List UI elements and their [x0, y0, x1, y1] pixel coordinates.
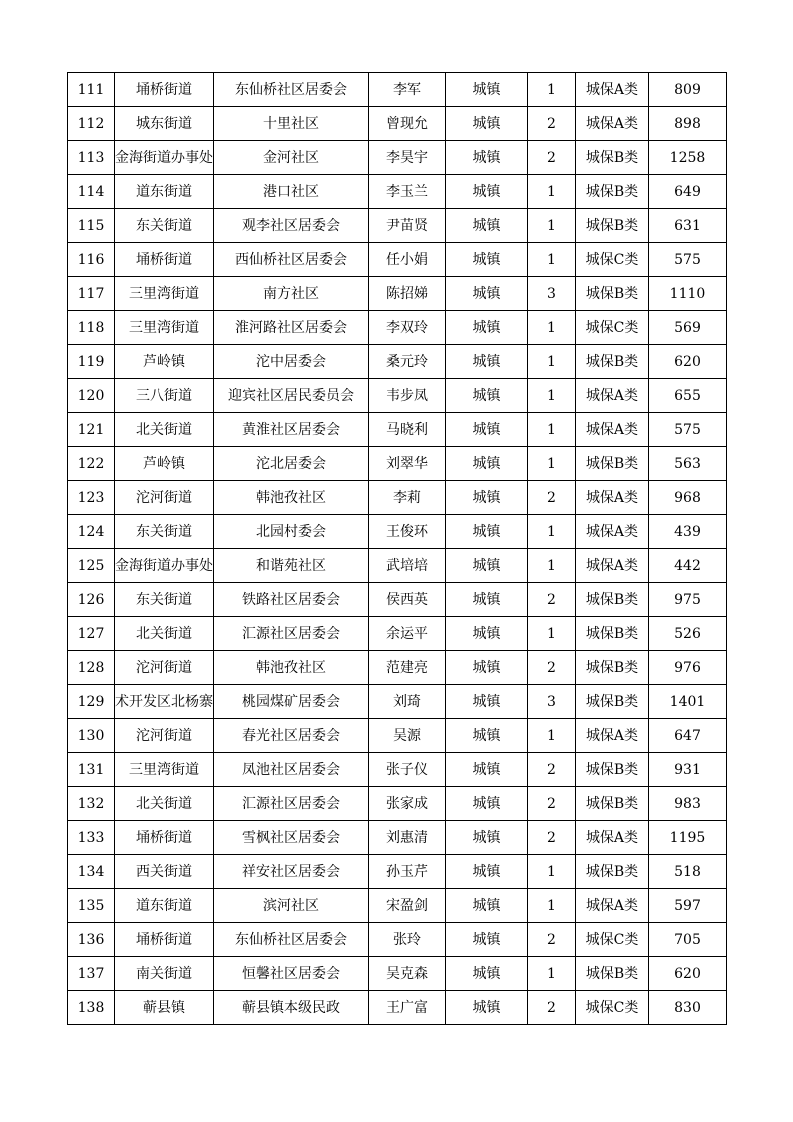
community-cell: 韩池孜社区 — [214, 651, 369, 685]
member-count-cell: 1 — [528, 175, 576, 209]
community-cell: 沱北居委会 — [214, 447, 369, 481]
member-count-cell: 3 — [528, 685, 576, 719]
table-row — [68, 991, 727, 1025]
community-cell: 黄淮社区居委会 — [214, 413, 369, 447]
community-cell: 春光社区居委会 — [214, 719, 369, 753]
row-number-cell: 111 — [68, 73, 115, 107]
household-type-cell: 城镇 — [446, 821, 528, 855]
table-row — [68, 447, 727, 481]
community-cell: 滨河社区 — [214, 889, 369, 923]
amount-cell: 563 — [649, 447, 727, 481]
table-row — [68, 311, 727, 345]
amount-cell: 1258 — [649, 141, 727, 175]
household-type-cell: 城镇 — [446, 787, 528, 821]
person-name-cell: 侯西英 — [369, 583, 446, 617]
table-row — [68, 889, 727, 923]
street-cell: 三里湾街道 — [115, 753, 214, 787]
member-count-cell: 1 — [528, 549, 576, 583]
category-cell: 城保A类 — [576, 413, 649, 447]
member-count-cell: 2 — [528, 481, 576, 515]
community-cell: 南方社区 — [214, 277, 369, 311]
street-cell: 道东街道 — [115, 889, 214, 923]
amount-cell: 647 — [649, 719, 727, 753]
row-number-cell: 128 — [68, 651, 115, 685]
household-type-cell: 城镇 — [446, 175, 528, 209]
street-cell: 埇桥街道 — [115, 821, 214, 855]
community-cell: 祥安社区居委会 — [214, 855, 369, 889]
row-number-cell: 138 — [68, 991, 115, 1025]
street-cell: 蕲县镇 — [115, 991, 214, 1025]
person-name-cell: 尹苗贤 — [369, 209, 446, 243]
row-number-cell: 119 — [68, 345, 115, 379]
category-cell: 城保B类 — [576, 957, 649, 991]
row-number-cell: 118 — [68, 311, 115, 345]
table-row — [68, 481, 727, 515]
person-name-cell: 李双玲 — [369, 311, 446, 345]
amount-cell: 569 — [649, 311, 727, 345]
table-row — [68, 923, 727, 957]
row-number-cell: 132 — [68, 787, 115, 821]
street-cell: 东关街道 — [115, 515, 214, 549]
person-name-cell: 任小娟 — [369, 243, 446, 277]
category-cell: 城保B类 — [576, 685, 649, 719]
person-name-cell: 马晓利 — [369, 413, 446, 447]
member-count-cell: 2 — [528, 787, 576, 821]
member-count-cell: 2 — [528, 923, 576, 957]
amount-cell: 631 — [649, 209, 727, 243]
community-cell: 港口社区 — [214, 175, 369, 209]
category-cell: 城保B类 — [576, 209, 649, 243]
street-cell: 芦岭镇 — [115, 447, 214, 481]
row-number-cell: 129 — [68, 685, 115, 719]
row-number-cell: 123 — [68, 481, 115, 515]
member-count-cell: 2 — [528, 753, 576, 787]
category-cell: 城保B类 — [576, 345, 649, 379]
person-name-cell: 余运平 — [369, 617, 446, 651]
household-type-cell: 城镇 — [446, 583, 528, 617]
community-cell: 金河社区 — [214, 141, 369, 175]
member-count-cell: 1 — [528, 617, 576, 651]
table-row — [68, 209, 727, 243]
member-count-cell: 1 — [528, 379, 576, 413]
table-row — [68, 515, 727, 549]
category-cell: 城保A类 — [576, 719, 649, 753]
community-cell: 迎宾社区居民委员会 — [214, 379, 369, 413]
row-number-cell: 136 — [68, 923, 115, 957]
amount-cell: 526 — [649, 617, 727, 651]
community-cell: 淮河路社区居委会 — [214, 311, 369, 345]
street-cell: 道东街道 — [115, 175, 214, 209]
table-row — [68, 583, 727, 617]
street-cell: 埇桥街道 — [115, 73, 214, 107]
household-type-cell: 城镇 — [446, 719, 528, 753]
row-number-cell: 121 — [68, 413, 115, 447]
person-name-cell: 王广富 — [369, 991, 446, 1025]
amount-cell: 518 — [649, 855, 727, 889]
table-row — [68, 345, 727, 379]
table-row — [68, 651, 727, 685]
category-cell: 城保B类 — [576, 787, 649, 821]
street-cell: 沱河街道 — [115, 481, 214, 515]
amount-cell: 898 — [649, 107, 727, 141]
category-cell: 城保A类 — [576, 481, 649, 515]
community-cell: 和谐苑社区 — [214, 549, 369, 583]
street-cell: 埇桥街道 — [115, 243, 214, 277]
street-cell: 金海街道办事处 — [115, 141, 214, 175]
category-cell: 城保A类 — [576, 379, 649, 413]
row-number-cell: 133 — [68, 821, 115, 855]
household-type-cell: 城镇 — [446, 107, 528, 141]
community-cell: 凤池社区居委会 — [214, 753, 369, 787]
table-row — [68, 73, 727, 107]
member-count-cell: 1 — [528, 311, 576, 345]
row-number-cell: 122 — [68, 447, 115, 481]
person-name-cell: 刘惠清 — [369, 821, 446, 855]
category-cell: 城保B类 — [576, 277, 649, 311]
table-row — [68, 957, 727, 991]
amount-cell: 1110 — [649, 277, 727, 311]
street-cell: 术开发区北杨寨 — [115, 685, 214, 719]
amount-cell: 620 — [649, 345, 727, 379]
household-type-cell: 城镇 — [446, 617, 528, 651]
table-row — [68, 549, 727, 583]
table-row — [68, 107, 727, 141]
amount-cell: 975 — [649, 583, 727, 617]
member-count-cell: 1 — [528, 73, 576, 107]
category-cell: 城保B类 — [576, 651, 649, 685]
row-number-cell: 130 — [68, 719, 115, 753]
row-number-cell: 126 — [68, 583, 115, 617]
household-type-cell: 城镇 — [446, 991, 528, 1025]
community-cell: 汇源社区居委会 — [214, 787, 369, 821]
category-cell: 城保C类 — [576, 243, 649, 277]
row-number-cell: 115 — [68, 209, 115, 243]
category-cell: 城保A类 — [576, 515, 649, 549]
amount-cell: 620 — [649, 957, 727, 991]
amount-cell: 655 — [649, 379, 727, 413]
member-count-cell: 2 — [528, 821, 576, 855]
amount-cell: 830 — [649, 991, 727, 1025]
table-row — [68, 243, 727, 277]
amount-cell: 968 — [649, 481, 727, 515]
street-cell: 城东街道 — [115, 107, 214, 141]
member-count-cell: 2 — [528, 991, 576, 1025]
household-type-cell: 城镇 — [446, 481, 528, 515]
household-type-cell: 城镇 — [446, 277, 528, 311]
row-number-cell: 135 — [68, 889, 115, 923]
person-name-cell: 张子仪 — [369, 753, 446, 787]
community-cell: 北园村委会 — [214, 515, 369, 549]
community-cell: 韩池孜社区 — [214, 481, 369, 515]
table-body — [68, 73, 727, 1025]
community-cell: 东仙桥社区居委会 — [214, 923, 369, 957]
category-cell: 城保B类 — [576, 447, 649, 481]
person-name-cell: 宋盈剑 — [369, 889, 446, 923]
person-name-cell: 王俊环 — [369, 515, 446, 549]
street-cell: 三里湾街道 — [115, 311, 214, 345]
table-row — [68, 277, 727, 311]
person-name-cell: 李莉 — [369, 481, 446, 515]
amount-cell: 931 — [649, 753, 727, 787]
household-type-cell: 城镇 — [446, 957, 528, 991]
household-type-cell: 城镇 — [446, 889, 528, 923]
street-cell: 金海街道办事处 — [115, 549, 214, 583]
household-type-cell: 城镇 — [446, 243, 528, 277]
amount-cell: 983 — [649, 787, 727, 821]
person-name-cell: 桑元玲 — [369, 345, 446, 379]
member-count-cell: 1 — [528, 243, 576, 277]
row-number-cell: 125 — [68, 549, 115, 583]
category-cell: 城保A类 — [576, 549, 649, 583]
community-cell: 铁路社区居委会 — [214, 583, 369, 617]
household-type-cell: 城镇 — [446, 855, 528, 889]
member-count-cell: 3 — [528, 277, 576, 311]
category-cell: 城保A类 — [576, 821, 649, 855]
table-row — [68, 175, 727, 209]
member-count-cell: 2 — [528, 583, 576, 617]
category-cell: 城保B类 — [576, 141, 649, 175]
person-name-cell: 吴克森 — [369, 957, 446, 991]
member-count-cell: 1 — [528, 855, 576, 889]
amount-cell: 649 — [649, 175, 727, 209]
street-cell: 南关街道 — [115, 957, 214, 991]
amount-cell: 575 — [649, 413, 727, 447]
table-row — [68, 753, 727, 787]
amount-cell: 1401 — [649, 685, 727, 719]
person-name-cell: 张玲 — [369, 923, 446, 957]
person-name-cell: 陈招娣 — [369, 277, 446, 311]
row-number-cell: 137 — [68, 957, 115, 991]
household-type-cell: 城镇 — [446, 549, 528, 583]
category-cell: 城保B类 — [576, 855, 649, 889]
table-row — [68, 719, 727, 753]
person-name-cell: 韦步凤 — [369, 379, 446, 413]
household-type-cell: 城镇 — [446, 651, 528, 685]
category-cell: 城保C类 — [576, 923, 649, 957]
row-number-cell: 127 — [68, 617, 115, 651]
row-number-cell: 117 — [68, 277, 115, 311]
member-count-cell: 1 — [528, 413, 576, 447]
community-cell: 沱中居委会 — [214, 345, 369, 379]
table-row — [68, 821, 727, 855]
category-cell: 城保B类 — [576, 175, 649, 209]
household-type-cell: 城镇 — [446, 923, 528, 957]
person-name-cell: 范建亮 — [369, 651, 446, 685]
street-cell: 沱河街道 — [115, 719, 214, 753]
street-cell: 芦岭镇 — [115, 345, 214, 379]
street-cell: 西关街道 — [115, 855, 214, 889]
household-type-cell: 城镇 — [446, 73, 528, 107]
community-cell: 桃园煤矿居委会 — [214, 685, 369, 719]
person-name-cell: 武培培 — [369, 549, 446, 583]
member-count-cell: 2 — [528, 141, 576, 175]
amount-cell: 976 — [649, 651, 727, 685]
household-type-cell: 城镇 — [446, 209, 528, 243]
row-number-cell: 131 — [68, 753, 115, 787]
row-number-cell: 120 — [68, 379, 115, 413]
amount-cell: 809 — [649, 73, 727, 107]
community-cell: 雪枫社区居委会 — [214, 821, 369, 855]
member-count-cell: 1 — [528, 719, 576, 753]
person-name-cell: 张家成 — [369, 787, 446, 821]
category-cell: 城保C类 — [576, 991, 649, 1025]
category-cell: 城保A类 — [576, 73, 649, 107]
member-count-cell: 1 — [528, 447, 576, 481]
street-cell: 三八街道 — [115, 379, 214, 413]
community-cell: 汇源社区居委会 — [214, 617, 369, 651]
community-cell: 东仙桥社区居委会 — [214, 73, 369, 107]
beneficiary-table — [67, 72, 727, 1025]
member-count-cell: 1 — [528, 957, 576, 991]
row-number-cell: 113 — [68, 141, 115, 175]
row-number-cell: 134 — [68, 855, 115, 889]
street-cell: 沱河街道 — [115, 651, 214, 685]
row-number-cell: 114 — [68, 175, 115, 209]
household-type-cell: 城镇 — [446, 413, 528, 447]
street-cell: 北关街道 — [115, 413, 214, 447]
household-type-cell: 城镇 — [446, 685, 528, 719]
community-cell: 恒馨社区居委会 — [214, 957, 369, 991]
category-cell: 城保A类 — [576, 889, 649, 923]
category-cell: 城保B类 — [576, 583, 649, 617]
category-cell: 城保C类 — [576, 311, 649, 345]
amount-cell: 1195 — [649, 821, 727, 855]
table-row — [68, 855, 727, 889]
table-row — [68, 413, 727, 447]
amount-cell: 439 — [649, 515, 727, 549]
household-type-cell: 城镇 — [446, 345, 528, 379]
street-cell: 埇桥街道 — [115, 923, 214, 957]
table-row — [68, 141, 727, 175]
table-row — [68, 787, 727, 821]
street-cell: 东关街道 — [115, 583, 214, 617]
person-name-cell: 李昊宇 — [369, 141, 446, 175]
member-count-cell: 1 — [528, 209, 576, 243]
amount-cell: 442 — [649, 549, 727, 583]
household-type-cell: 城镇 — [446, 753, 528, 787]
community-cell: 十里社区 — [214, 107, 369, 141]
member-count-cell: 2 — [528, 107, 576, 141]
community-cell: 蕲县镇本级民政 — [214, 991, 369, 1025]
person-name-cell: 吴源 — [369, 719, 446, 753]
person-name-cell: 刘翠华 — [369, 447, 446, 481]
member-count-cell: 2 — [528, 651, 576, 685]
row-number-cell: 112 — [68, 107, 115, 141]
table-row — [68, 617, 727, 651]
category-cell: 城保B类 — [576, 753, 649, 787]
category-cell: 城保B类 — [576, 617, 649, 651]
street-cell: 三里湾街道 — [115, 277, 214, 311]
community-cell: 观李社区居委会 — [214, 209, 369, 243]
person-name-cell: 李玉兰 — [369, 175, 446, 209]
household-type-cell: 城镇 — [446, 141, 528, 175]
household-type-cell: 城镇 — [446, 447, 528, 481]
amount-cell: 597 — [649, 889, 727, 923]
person-name-cell: 孙玉芹 — [369, 855, 446, 889]
person-name-cell: 李军 — [369, 73, 446, 107]
person-name-cell: 刘琦 — [369, 685, 446, 719]
street-cell: 东关街道 — [115, 209, 214, 243]
table-row — [68, 379, 727, 413]
household-type-cell: 城镇 — [446, 515, 528, 549]
person-name-cell: 曾现允 — [369, 107, 446, 141]
member-count-cell: 1 — [528, 345, 576, 379]
amount-cell: 705 — [649, 923, 727, 957]
member-count-cell: 1 — [528, 889, 576, 923]
street-cell: 北关街道 — [115, 787, 214, 821]
category-cell: 城保A类 — [576, 107, 649, 141]
street-cell: 北关街道 — [115, 617, 214, 651]
household-type-cell: 城镇 — [446, 379, 528, 413]
community-cell: 西仙桥社区居委会 — [214, 243, 369, 277]
row-number-cell: 124 — [68, 515, 115, 549]
table-row — [68, 685, 727, 719]
member-count-cell: 1 — [528, 515, 576, 549]
household-type-cell: 城镇 — [446, 311, 528, 345]
amount-cell: 575 — [649, 243, 727, 277]
row-number-cell: 116 — [68, 243, 115, 277]
